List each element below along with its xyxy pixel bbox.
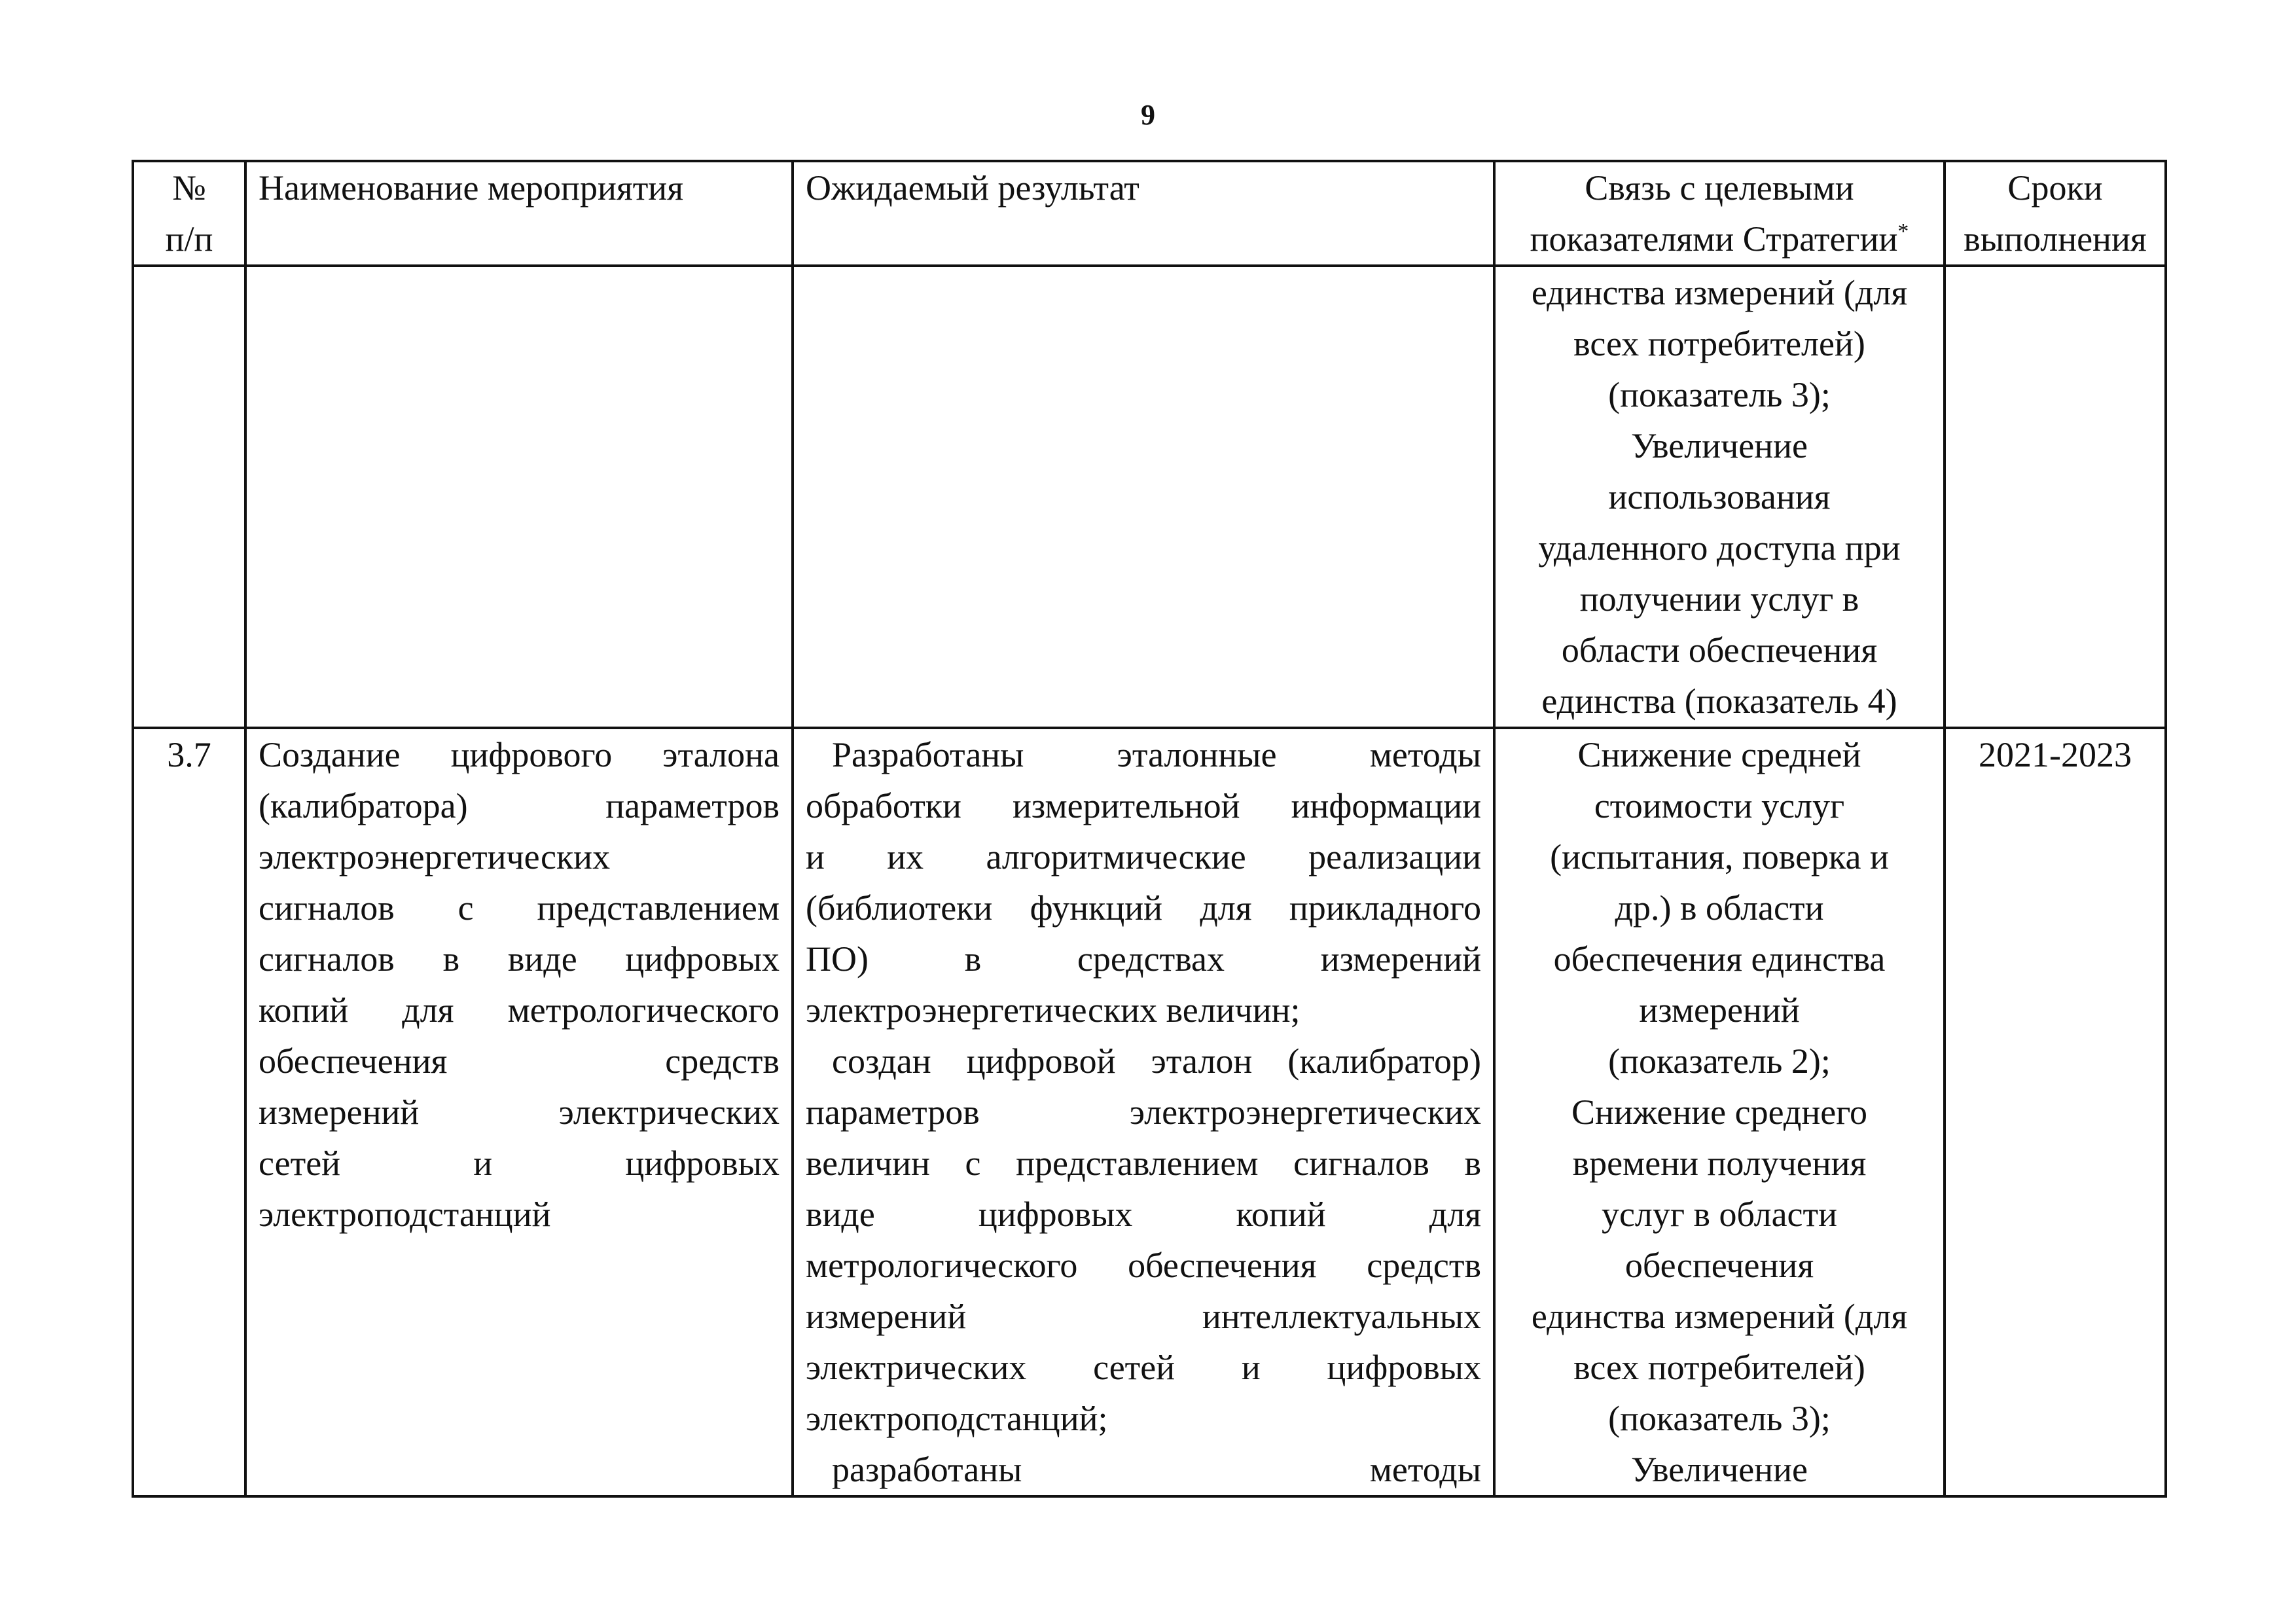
cell-strategy-link: единства измерений (для всех потребителей) (показатель 3); Увеличение использования удаленного доступа при получении услуг в области обеспечения единства (показатель 4) [1494,266,1945,728]
cell-expected-result: Разработаны эталонные методы обработки измерительной информации и их алгоритмические реализации (библиотеки функций для прикладного ПО) в средствах измерений электроэнергетических величин; создан цифровой эталон (калибратор) параметров электроэнергетических величин с представлением сигналов в виде цифровых копий для метрологического обеспечения средств измерений интеллектуальных электрических сетей и цифровых электроподстанций; разработаны методы [793,728,1494,1496]
header-expected-result: Ожидаемый результат [793,161,1494,266]
cell-measure-name [245,266,793,728]
cell-expected-result [793,266,1494,728]
footnote-mark: * [1897,219,1909,244]
cell-deadline [1945,266,2166,728]
cell-number: 3.7 [133,728,245,1496]
measures-table [132,160,2167,1498]
cell-strategy-link: Снижение средней стоимости услуг (испытания, поверка и др.) в области обеспечения единства измерений (показатель 2); Снижение среднего времени получения услуг в области обеспечения единства измерений (для всех потребителей) (показатель 3); Увеличение [1494,728,1945,1496]
cell-number [133,266,245,728]
table-header-row [133,161,2166,266]
header-measure-name: Наименование мероприятия [245,161,793,266]
header-number: № п/п [133,161,245,266]
cell-deadline: 2021-2023 [1945,728,2166,1496]
table-row-continued [133,266,2166,728]
page-number: 9 [1141,99,1155,131]
header-deadline: Сроки выполнения [1945,161,2166,266]
header-strategy-link: Связь с целевыми показателями Стратегии* [1494,161,1945,266]
cell-measure-name: Создание цифрового эталона (калибратора) параметров электроэнергетических сигналов с представлением сигналов в виде цифровых копий для метрологического обеспечения средств измерений электрических сетей и цифровых электроподстанций [245,728,793,1496]
table-row-3-7 [133,728,2166,1496]
